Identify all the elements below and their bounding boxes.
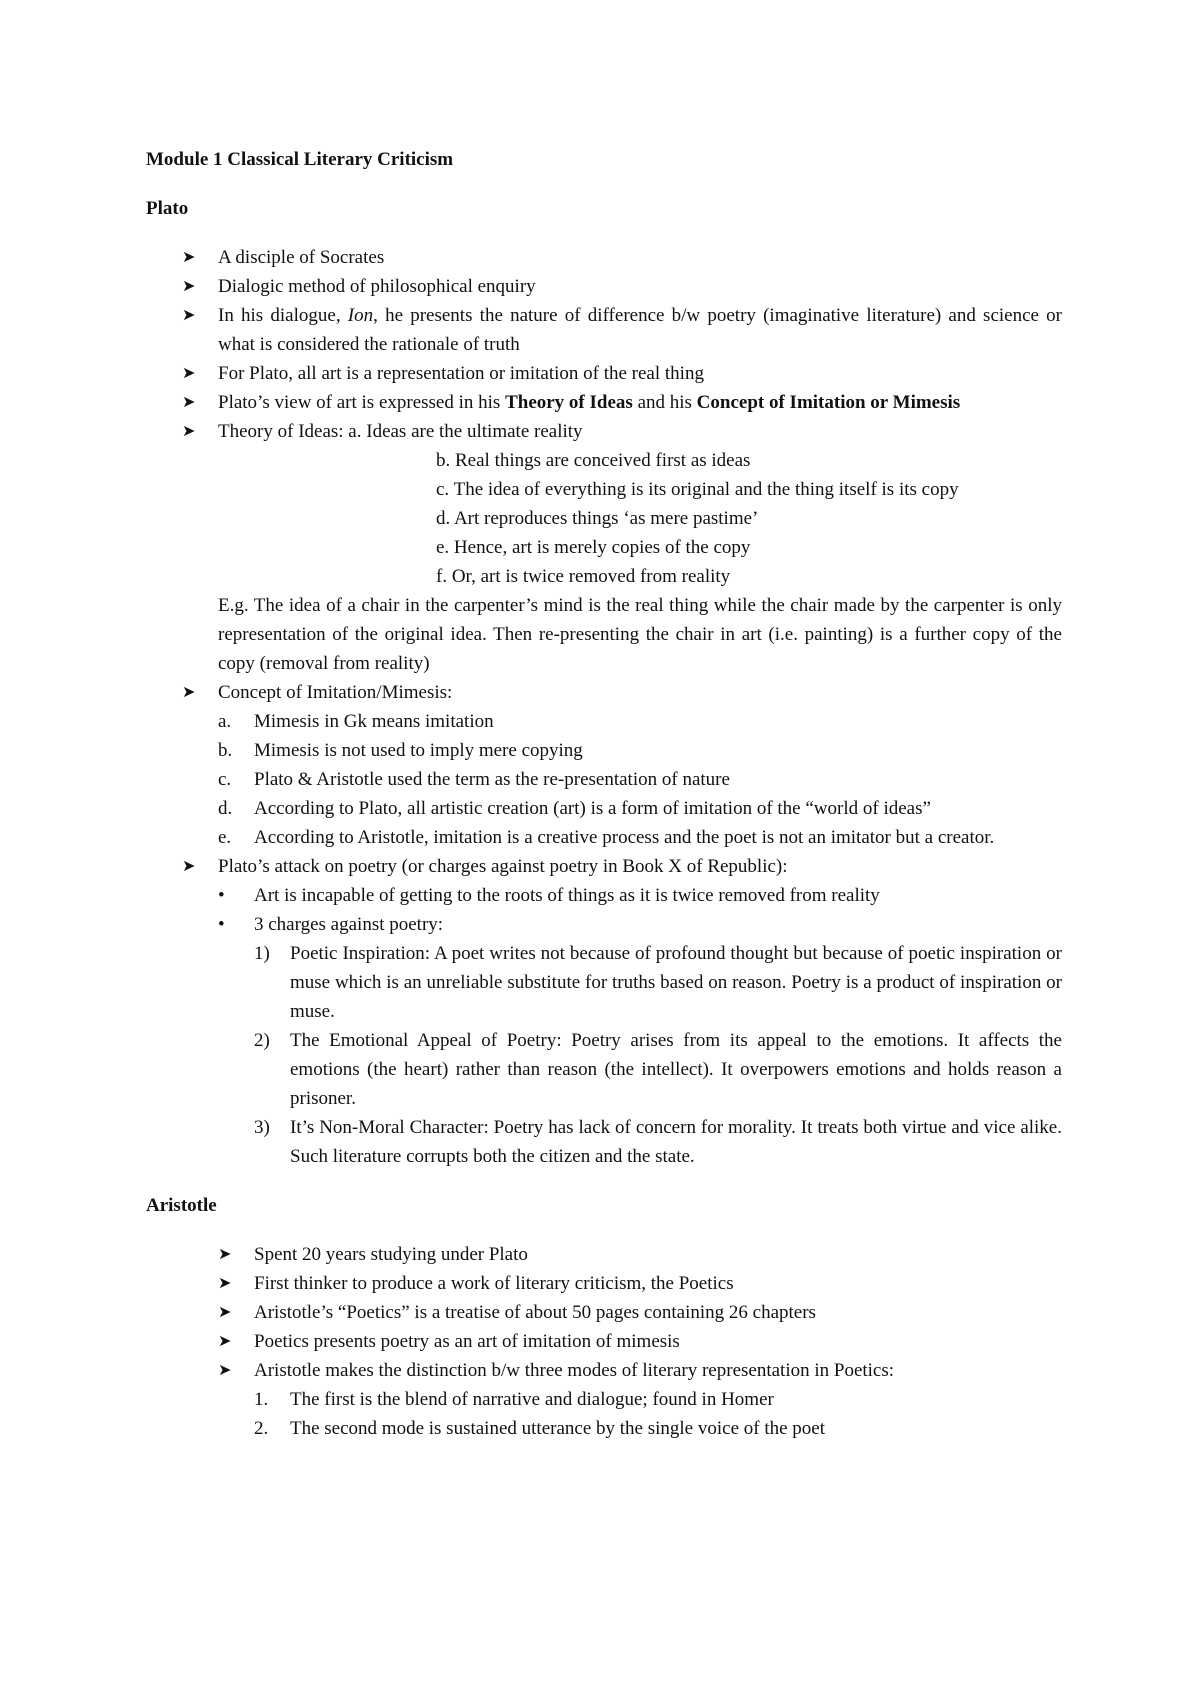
list-item: • 3 charges against poetry: 1) Poetic Inspiration: A poet writes not because of profound thought but because of poetic inspiration or muse which is an unreliable substitute for truths based on reason. Poetry is a product of inspiration or muse. 2) The Emotional Appeal of Poetry: Poetry arises from its appeal to the emotions. It affects the emotions (the heart) rather than reason (the intellect). It overpowers emotions and holds reason a prisoner. 3) It’s Non-Moral Character: Poetry has lack of concern for morality. It treats both virtue and vice alike. Such literature corrupts both the citizen and the state. — [218, 910, 1062, 1171]
arrowhead-bullet-icon: ➤ — [218, 1275, 232, 1292]
dialogue-title: Ion — [347, 305, 374, 326]
arrowhead-bullet-icon: ➤ — [218, 1333, 232, 1350]
list-item: b. Mimesis is not used to imply mere copying — [218, 740, 583, 761]
dot-bullet-icon: • — [218, 914, 225, 935]
idea-line: d. Art reproduces things ‘as mere pastime’ — [436, 508, 759, 529]
arrowhead-bullet-icon: ➤ — [182, 307, 196, 324]
list-item: • Art is incapable of getting to the roots of things as it is twice removed from reality — [218, 881, 1062, 910]
list-item-theory-of-ideas: ➤ Theory of Ideas: a. Ideas are the ultimate reality b. Real things are conceived first as ideas c. The idea of everything is its original and the thing itself is its copy d. Art reproduces things ‘as mere pastime’ e. Hence, art is merely copies of the copy f. Or, art is twice removed from reality E.g. The idea of a chair in the carpenter’s mind is the real thing while the chair made by the carpenter is only representation of the original idea. Then re-presenting the chair in art (i.e. painting) is a further copy of the copy (removal from reality) — [146, 417, 1062, 678]
arrowhead-bullet-icon: ➤ — [182, 365, 196, 382]
list-item: 2) The Emotional Appeal of Poetry: Poetry arises from its appeal to the emotions. It affects the emotions (the heart) rather than reason (the intellect). It overpowers emotions and holds reason a prisoner. — [254, 1030, 1062, 1109]
list-item: ➤ Poetics presents poetry as an art of imitation of mimesis — [146, 1327, 1062, 1356]
list-item: 2. The second mode is sustained utterance by the single voice of the poet — [254, 1418, 826, 1439]
page-title: Module 1 Classical Literary Criticism — [146, 149, 454, 170]
list-item: ➤ First thinker to produce a work of literary criticism, the Poetics — [146, 1269, 1062, 1298]
idea-line: c. The idea of everything is its original and the thing itself is its copy — [436, 479, 959, 500]
list-item: e. According to Aristotle, imitation is a creative process and the poet is not an imitator but a creator. — [218, 827, 995, 848]
list-item: 1) Poetic Inspiration: A poet writes not because of profound thought but because of poetic inspiration or muse which is an unreliable substitute for truths based on reason. Poetry is a product of inspiration or muse. — [254, 943, 1062, 1022]
list-item: ➤ A disciple of Socrates — [146, 243, 1062, 272]
aristotle-bullet-list — [146, 1240, 1062, 1443]
list-item: c. Plato & Aristotle used the term as the re-presentation of nature — [218, 769, 730, 790]
example-paragraph: E.g. The idea of a chair in the carpenter’s mind is the real thing while the chair made by the carpenter is only representation of the original idea. Then re-presenting the chair in art (i.e. painting) is a further copy of the copy (removal from reality) — [218, 595, 1062, 674]
list-item-mimesis: ➤ Concept of Imitation/Mimesis: a. Mimesis in Gk means imitation b. Mimesis is not used to imply mere copying c. Plato & Aristotle used the term as the re-presentation of nature d. According to Plato, all artistic creation (art) is a form of imitation of the “world of ideas” e. According to Aristotle, imitation is a creative process and the poet is not an imitator but a creator. — [146, 678, 1062, 852]
list-item: ➤ In his dialogue, Ion, he presents the nature of difference b/w poetry (imaginative literature) and science or what is considered the rationale of truth — [146, 301, 1062, 359]
arrowhead-bullet-icon: ➤ — [218, 1246, 232, 1263]
list-item: d. According to Plato, all artistic creation (art) is a form of imitation of the “world of ideas” — [218, 798, 931, 819]
list-item: ➤ For Plato, all art is a representation or imitation of the real thing — [146, 359, 1062, 388]
idea-line: b. Real things are conceived first as ideas — [436, 450, 751, 471]
arrowhead-bullet-icon: ➤ — [218, 1304, 232, 1321]
arrowhead-bullet-icon: ➤ — [182, 684, 196, 701]
list-item: ➤ Plato’s view of art is expressed in his Theory of Ideas and his Concept of Imitation or Mimesis — [146, 388, 1062, 417]
modes-list — [254, 1385, 1062, 1443]
idea-line: f. Or, art is twice removed from reality — [436, 566, 731, 587]
mimesis-list — [218, 707, 1062, 852]
arrowhead-bullet-icon: ➤ — [182, 249, 196, 266]
idea-line: e. Hence, art is merely copies of the copy — [436, 537, 751, 558]
arrowhead-bullet-icon: ➤ — [218, 1362, 232, 1379]
list-item: ➤ Dialogic method of philosophical enquiry — [146, 272, 1062, 301]
arrowhead-bullet-icon: ➤ — [182, 858, 196, 875]
list-item: 3) It’s Non-Moral Character: Poetry has lack of concern for morality. It treats both virtue and vice alike. Such literature corrupts both the citizen and the state. — [254, 1117, 1062, 1167]
list-item: 1. The first is the blend of narrative and dialogue; found in Homer — [254, 1389, 774, 1410]
list-item: a. Mimesis in Gk means imitation — [218, 711, 494, 732]
document-page — [146, 145, 1062, 1443]
arrowhead-bullet-icon: ➤ — [182, 278, 196, 295]
plato-bullet-list — [146, 243, 1062, 1171]
charges-list — [254, 939, 1062, 1171]
section-heading-aristotle: Aristotle — [146, 1195, 217, 1216]
list-item: ➤ Spent 20 years studying under Plato — [146, 1240, 1062, 1269]
arrowhead-bullet-icon: ➤ — [182, 423, 196, 440]
list-item: ➤ Aristotle makes the distinction b/w three modes of literary representation in Poetics: 1. The first is the blend of narrative and dialogue; found in Homer 2. The second mode is sustained utterance by the single voice of the poet — [146, 1356, 1062, 1443]
attack-list — [218, 881, 1062, 1171]
list-item: ➤ Aristotle’s “Poetics” is a treatise of about 50 pages containing 26 chapters — [146, 1298, 1062, 1327]
list-item-attack: ➤ Plato’s attack on poetry (or charges against poetry in Book X of Republic): • Art is incapable of getting to the roots of things as it is twice removed from reality • 3 charges against poetry: 1) Poetic Inspiration: A poet writes not because of profound thought but because of poetic inspiration or muse which is an unreliable substitute for truths based on reason. Poetry is a product of inspiration or muse. 2) The Emotional Appeal of Poetry: Poetry arises from its appeal to the emotions. It affects the emotions (the heart) rather than reason (the intellect). It overpowers emotions and holds reason a prisoner. 3) It’s Non-Moral Character: Poetry has lack of concern for morality. It treats both virtue and vice alike. Such literature corrupts both the citizen and the state. — [146, 852, 1062, 1171]
section-heading-plato: Plato — [146, 198, 189, 219]
ideas-list — [218, 446, 1062, 591]
dot-bullet-icon: • — [218, 885, 225, 906]
arrowhead-bullet-icon: ➤ — [182, 394, 196, 411]
